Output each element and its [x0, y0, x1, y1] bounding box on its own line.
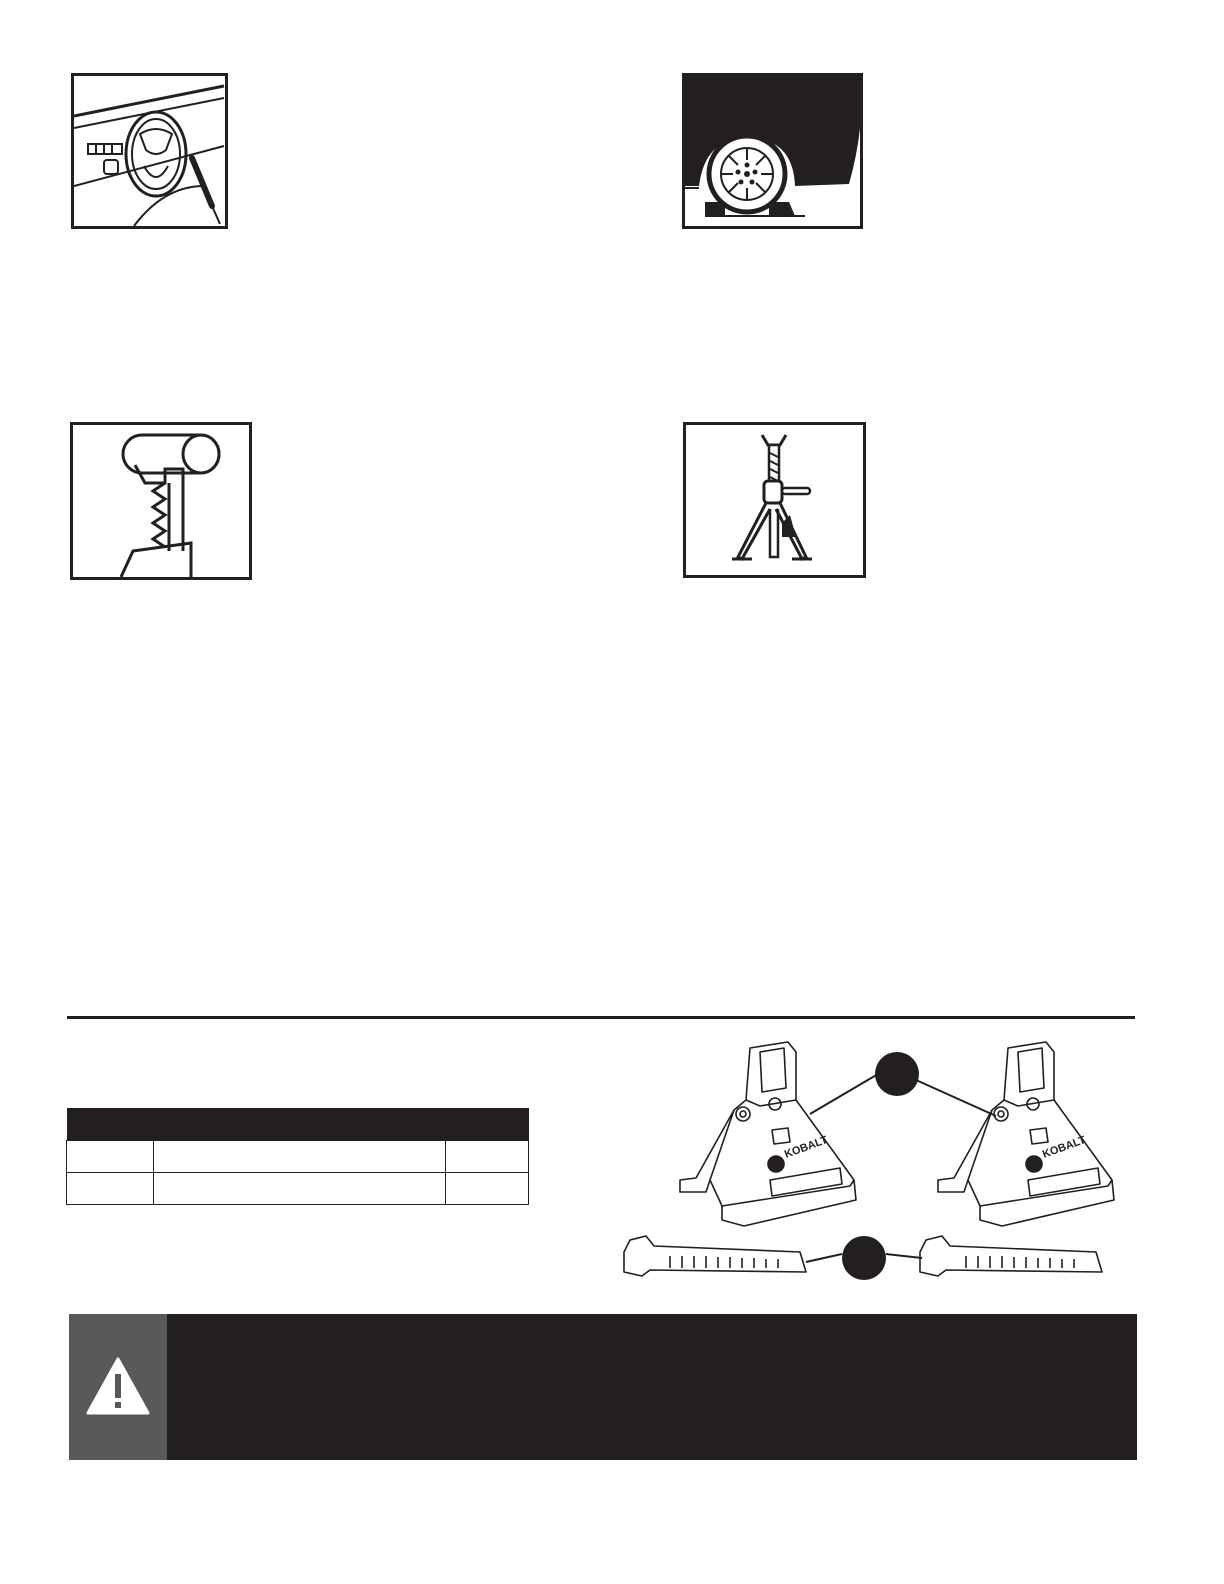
- table-cell: [67, 1173, 154, 1205]
- parts-table-header-cell: [67, 1108, 154, 1141]
- brand-logo-left: KOBALT: [782, 1134, 830, 1161]
- wheel-chocks-icon: [685, 76, 860, 226]
- jack-stands-and-bars-icon: [610, 1030, 1130, 1285]
- jack-stand-figure: [683, 422, 866, 578]
- wheel-chocks-figure: [682, 73, 863, 229]
- ratchet-bar-icon: [73, 425, 249, 577]
- parts-table-header-cell: [153, 1108, 445, 1141]
- callout-badge-b: [842, 1236, 886, 1280]
- parts-table-header-cell: [446, 1108, 529, 1141]
- table-row: [67, 1173, 529, 1205]
- steering-wheel-ignition-icon: [74, 76, 225, 226]
- table-cell: [153, 1173, 445, 1205]
- jack-stand-left-icon: [680, 1042, 856, 1226]
- table-cell: [446, 1173, 529, 1205]
- parts-table-header: [67, 1108, 529, 1141]
- warning-triangle-icon: [86, 1357, 150, 1415]
- callout-badge-a: [875, 1052, 919, 1096]
- table-cell: [153, 1141, 445, 1173]
- brand-logo-right: KOBALT: [1040, 1134, 1088, 1161]
- table-cell: [446, 1141, 529, 1173]
- warning-icon-box: [69, 1314, 167, 1460]
- section-divider: [67, 1016, 1135, 1019]
- ratchet-bar-right-icon: [920, 1236, 1102, 1276]
- table-row: [67, 1141, 529, 1173]
- jack-stand-right-icon: [938, 1042, 1114, 1226]
- ratchet-bar-left-icon: [624, 1236, 806, 1276]
- ratchet-bar-figure: [70, 422, 252, 580]
- jack-stand-icon: [686, 425, 863, 575]
- warning-banner: [69, 1314, 1137, 1460]
- parts-illustration: [610, 1030, 1130, 1285]
- parts-table: [66, 1108, 529, 1205]
- table-cell: [67, 1141, 154, 1173]
- steering-wheel-ignition-figure: [71, 73, 228, 229]
